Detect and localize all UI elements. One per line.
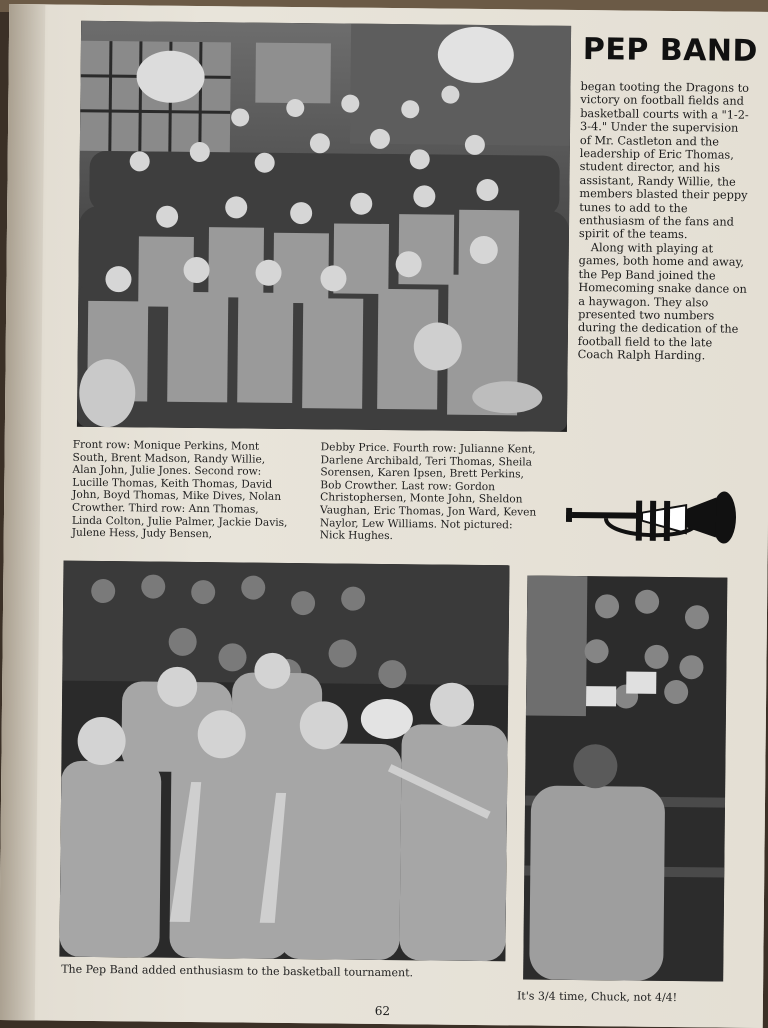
band-director-photo-art: [523, 575, 727, 981]
group-band-photo-art: [77, 21, 571, 432]
article-paragraph-1: began tooting the Dragons to victory on football fields and basketball courts with a "1-2-3-4." Under the supervision of Mr. Castleton and the leadership of Eric Thomas, student director, and his assistant, Randy Willie, the members blasted their peppy tunes to add to the enthusiasm of the fans and spirit of the teams.: [578, 80, 750, 242]
right-photo-caption: It's 3/4 time, Chuck, not 4/4!: [516, 989, 678, 1005]
trumpet-icon: [566, 486, 739, 560]
article-text: [578, 80, 753, 363]
page-number: 62: [374, 1003, 391, 1019]
basketball-tournament-photo: [59, 561, 509, 962]
basketball-tournament-photo-art: [59, 561, 509, 962]
page-binding: [0, 4, 45, 1020]
roster-caption-right: Debby Price. Fourth row: Julianne Kent, Darlene Archibald, Teri Thomas, Sheila Sorensen, Karen Ipsen, Brett Perkins, Bob Crowther. Last row: Gordon Christophersen, Monte John, Sheldon Vaughan, Eric Thomas, Jon Ward, Keven Naylor, Lew Williams. Not pictured: Nick Hughes.: [319, 441, 537, 543]
article-paragraph-2: Along with playing at games, both home and away, the Pep Band joined the Homecoming snake dance on a haywagon. They also presented two numbers during the dedication of the football field to the late Coach Ralph Harding.: [577, 241, 747, 363]
yearbook-page: [0, 4, 768, 1028]
band-director-photo: [523, 575, 727, 981]
group-band-photo: [77, 21, 571, 432]
page-title: PEP BAND: [582, 32, 759, 69]
left-photo-caption: The Pep Band added enthusiasm to the basketball tournament.: [61, 962, 414, 980]
roster-caption-left: Front row: Monique Perkins, Mont South, Brent Madson, Randy Willie, Alan John, Julie Jones. Second row: Lucille Thomas, Keith Thomas, David John, Boyd Thomas, Mike Dives, Nolan Crowther. Third row: Ann Thomas, Linda Colton, Julie Palmer, Jackie Davis, Julene Hess, Judy Bensen,: [71, 438, 288, 541]
